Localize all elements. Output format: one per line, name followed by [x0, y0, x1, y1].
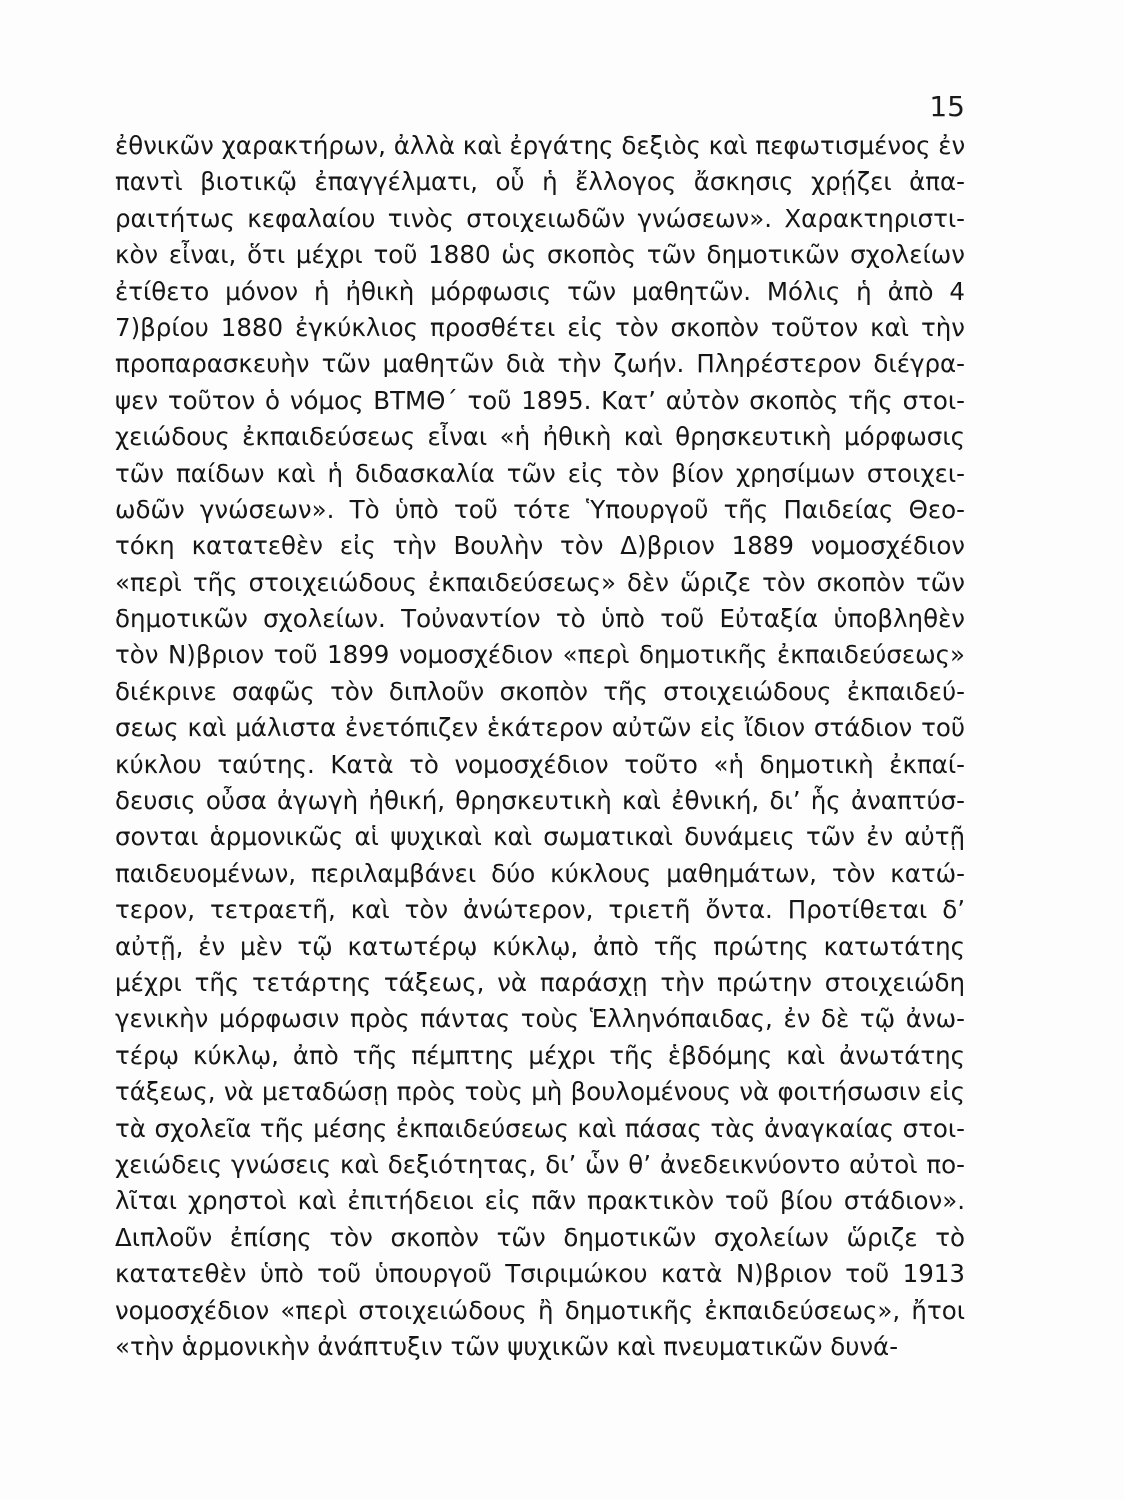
text-line: χειώδεις γνώσεις καὶ δεξιότητας, δι’ ὧν θ’ ἀνεδεικνύοντο αὐτοὶ πο-	[115, 1149, 965, 1179]
text-line: τερον, τετραετῆ, καὶ τὸν ἀνώτερον, τριετῆ ὄντα. Προτίθεται δ’	[115, 895, 965, 925]
text-line: 7)βρίου 1880 ἐγκύκλιος προσθέτει εἰς τὸν σκοπὸν τοῦτον καὶ τὴν	[115, 312, 965, 342]
text-line: ραιτήτως κεφαλαίου τινὸς στοιχειωδῶν γνώσεων». Χαρακτηριστι-	[115, 203, 965, 233]
text-line: τέρῳ κύκλῳ, ἀπὸ τῆς πέμπτης μέχρι τῆς ἑβδόμης καὶ ἀνωτάτης	[115, 1040, 965, 1070]
text-line: διέκρινε σαφῶς τὸν διπλοῦν σκοπὸν τῆς στοιχειώδους ἐκπαιδεύ-	[115, 676, 965, 706]
page-number: 15	[929, 90, 965, 123]
text-line: προπαρασκευὴν τῶν μαθητῶν διὰ τὴν ζωήν. Πληρέστερον διέγρα-	[115, 349, 965, 379]
text-line: Διπλοῦν ἐπίσης τὸν σκοπὸν τῶν δημοτικῶν σχολείων ὥριζε τὸ	[115, 1222, 965, 1252]
text-line: αὐτῇ, ἐν μὲν τῷ κατωτέρῳ κύκλῳ, ἀπὸ τῆς πρώτης κατωτάτης	[115, 931, 965, 961]
text-line: παιδευομένων, περιλαμβάνει δύο κύκλους μαθημάτων, τὸν κατώ-	[115, 858, 965, 888]
text-line: νομοσχέδιον «περὶ στοιχειώδους ἢ δημοτικῆς ἐκπαιδεύσεως», ἤτοι	[115, 1295, 965, 1325]
text-line: λῖται χρηστοὶ καὶ ἐπιτήδειοι εἰς πᾶν πρακτικὸν τοῦ βίου στάδιον».	[115, 1186, 965, 1216]
text-line: κὸν εἶναι, ὅτι μέχρι τοῦ 1880 ὡς σκοπὸς τῶν δημοτικῶν σχολείων	[115, 240, 965, 270]
text-line: τῶν παίδων καὶ ἡ διδασκαλία τῶν εἰς τὸν βίον χρησίμων στοιχει-	[115, 458, 965, 488]
text-line: τὰ σχολεῖα τῆς μέσης ἐκπαιδεύσεως καὶ πάσας τὰς ἀναγκαίας στοι-	[115, 1113, 965, 1143]
text-line: τόκη κατατεθὲν εἰς τὴν Βουλὴν τὸν Δ)βριον 1889 νομοσχέδιον	[115, 531, 965, 561]
text-line: κύκλου ταύτης. Κατὰ τὸ νομοσχέδιον τοῦτο «ἡ δημοτικὴ ἐκπαί-	[115, 749, 965, 779]
text-line: γενικὴν μόρφωσιν πρὸς πάντας τοὺς Ἑλληνόπαιδας, ἐν δὲ τῷ ἀνω-	[115, 1004, 965, 1034]
text-line: σονται ἁρμονικῶς αἱ ψυχικαὶ καὶ σωματικαὶ δυνάμεις τῶν ἐν αὐτῇ	[115, 822, 965, 852]
text-line: ἐθνικῶν χαρακτήρων, ἀλλὰ καὶ ἐργάτης δεξιὸς καὶ πεφωτισμένος ἐν	[115, 131, 966, 160]
text-line: ἐτίθετο μόνον ἡ ἠθικὴ μόρφωσις τῶν μαθητῶν. Μόλις ἡ ἀπὸ 4	[115, 276, 965, 306]
text-line: ωδῶν γνώσεων». Τὸ ὑπὸ τοῦ τότε Ὑπουργοῦ τῆς Παιδείας Θεο-	[115, 494, 965, 524]
text-line: μέχρι τῆς τετάρτης τάξεως, νὰ παράσχῃ τὴν πρώτην στοιχειώδη	[115, 967, 965, 997]
text-line: χειώδους ἐκπαιδεύσεως εἶναι «ἡ ἠθικὴ καὶ θρησκευτικὴ μόρφωσις	[115, 422, 965, 452]
text-line: «περὶ τῆς στοιχειώδους ἐκπαιδεύσεως» δὲν ὥριζε τὸν σκοπὸν τῶν	[115, 567, 965, 597]
text-line: κατατεθὲν ὑπὸ τοῦ ὑπουργοῦ Τσιριμώκου κατὰ Ν)βριον τοῦ 1913	[115, 1259, 965, 1289]
text-line: τὸν Ν)βριον τοῦ 1899 νομοσχέδιον «περὶ δημοτικῆς ἐκπαιδεύσεως»	[115, 640, 965, 670]
text-line: δημοτικῶν σχολείων. Τοὐναντίον τὸ ὑπὸ τοῦ Εὐταξία ὑποβληθὲν	[115, 604, 965, 634]
text-line: σεως καὶ μάλιστα ἐνετόπιζεν ἑκάτερον αὐτῶν εἰς ἴδιον στάδιον τοῦ	[115, 713, 965, 743]
body-text	[115, 128, 965, 1365]
text-line: τάξεως, νὰ μεταδώσῃ πρὸς τοὺς μὴ βουλομένους νὰ φοιτήσωσιν εἰς	[115, 1077, 965, 1107]
text-line: «τὴν ἁρμονικὴν ἀνάπτυξιν τῶν ψυχικῶν καὶ πνευματικῶν δυνά-	[115, 1331, 899, 1361]
text-line: ψεν τοῦτον ὁ νόμος ΒΤΜΘ΄ τοῦ 1895. Κατ’ αὐτὸν σκοπὸς τῆς στοι-	[115, 385, 965, 415]
text-line: δευσις οὖσα ἀγωγὴ ἠθική, θρησκευτικὴ καὶ ἐθνική, δι’ ἧς ἀναπτύσ-	[115, 786, 965, 816]
text-line: παντὶ βιοτικῷ ἐπαγγέλματι, οὗ ἡ ἔλλογος ἄσκησις χρῄζει ἀπα-	[115, 167, 965, 197]
